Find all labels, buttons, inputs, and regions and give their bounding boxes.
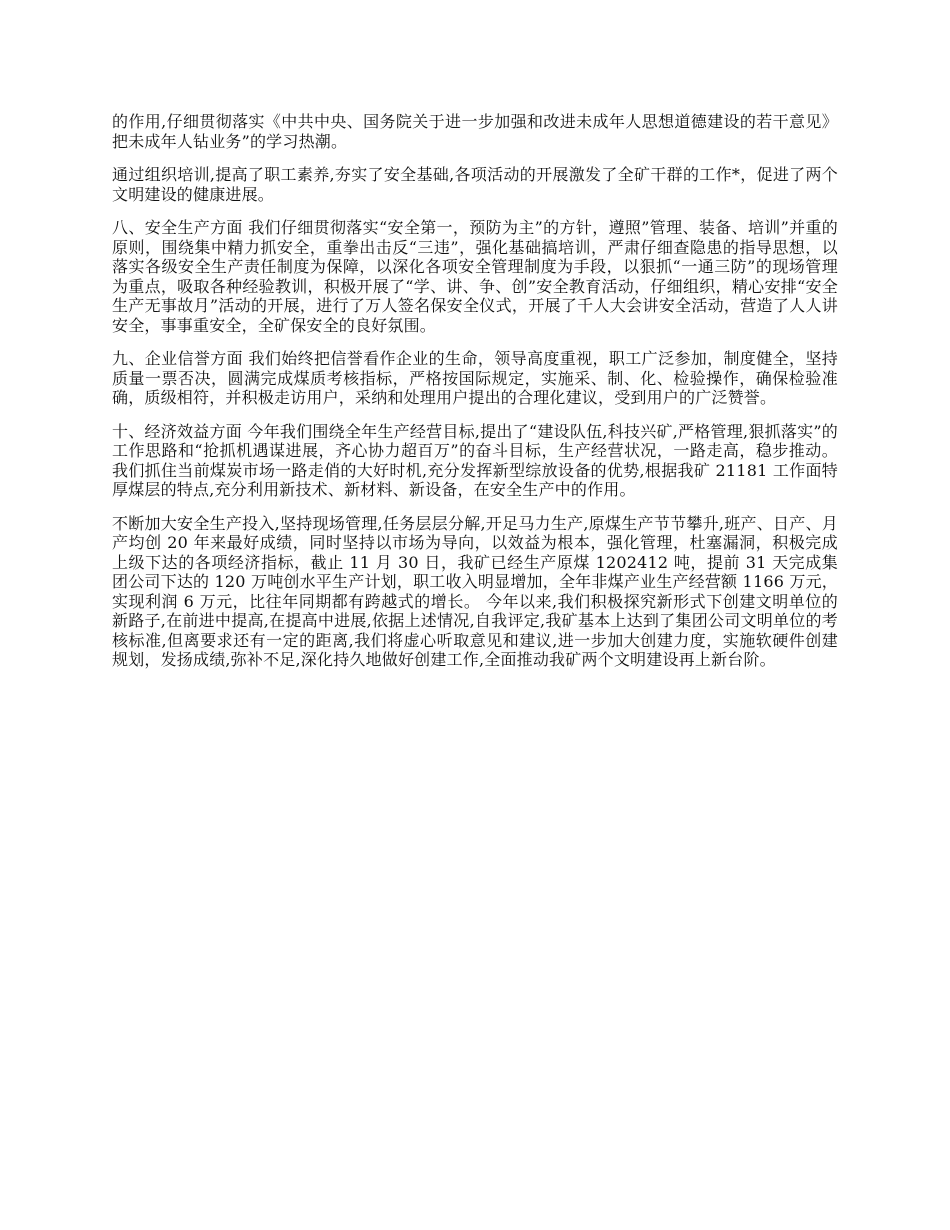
paragraph-safety: 八、安全生产方面 我们仔细贯彻落实“安全第一，预防为主”的方针，遵照”管理、装备、培训”并重的原则，围绕集中精力抓安全，重拳出击反“三违”，强化基础搞培训，严肃仔细查隐患的指导思想，以落实各级安全生产责任制度为保障，以深化各项安全管理制度为手段，以狠抓“一通三防”的现场管理为重点，吸取各种经验教训，积极开展了“学、讲、争、创”安全教育活动，仔细组织，精心安排“安全生产无事故月”活动的开展，进行了万人签名保安全仪式，开展了千人大会讲安全活动，营造了人人讲安全，事事重安全，全矿保安全的良好氛围。 xyxy=(112,218,838,335)
paragraph-credit: 九、企业信誉方面 我们始终把信誉看作企业的生命，领导高度重视，职工广泛参加，制度健全，坚持质量一票否决，圆满完成煤质考核指标，严格按国际规定，实施采、制、化、检验操作，确保检验准确，质级相符，并积极走访用户，采纳和处理用户提出的合理化建议，受到用户的广泛赞誉。 xyxy=(112,349,838,407)
paragraph-1: 的作用,仔细贯彻落实《中共中央、国务院关于进一步加强和改进未成年人思想道德建设的若干意见》把未成年人钻业务”的学习热潮。 xyxy=(112,112,838,151)
document-body xyxy=(112,112,838,684)
paragraph-economic: 十、经济效益方面 今年我们围绕全年生产经营目标,提出了“建设队伍,科技兴矿,严格管理,狠抓落实”的工作思路和“抢抓机遇谋进展，齐心协力超百万”的奋斗目标，生产经营状况，一路走高，稳步推动。 我们抓住当前煤炭市场一路走俏的大好时机,充分发挥新型综放设备的优势,根据我矿 21181 工作面特厚煤层的特点,充分利用新技术、新材料、新设备，在安全生产中的作用。 xyxy=(112,421,838,499)
paragraph-investment: 不断加大安全生产投入,坚持现场管理,任务层层分解,开足马力生产,原煤生产节节攀升,班产、日产、月产均创 20 年来最好成绩，同时坚持以市场为导向，以效益为根本，强化管理，杜塞漏洞，积极完成上级下达的各项经济指标，截止 11 月 30 日，我矿已经生产原煤 1202412 吨，提前 31 天完成集团公司下达的 120 万吨创水平生产计划，职工收入明显增加，全年非煤产业生产经营额 1166 万元，实现利润 6 万元，比往年同期都有跨越式的增长。 今年以来,我们积极探究新形式下创建文明单位的新路子,在前进中提高,在提高中进展,依据上述情况,自我评定,我矿基本上达到了集团公司文明单位的考核标准,但离要求还有一定的距离,我们将虚心听取意见和建议,进一步加大创建力度，实施软硬件创建规划，发扬成绩,弥补不足,深化持久地做好创建工作,全面推动我矿两个文明建设再上新台阶。 xyxy=(112,513,838,669)
paragraph-2: 通过组织培训,提高了职工素养,夯实了安全基础,各项活动的开展激发了全矿干群的工作*，促进了两个文明建设的健康进展。 xyxy=(112,165,838,204)
